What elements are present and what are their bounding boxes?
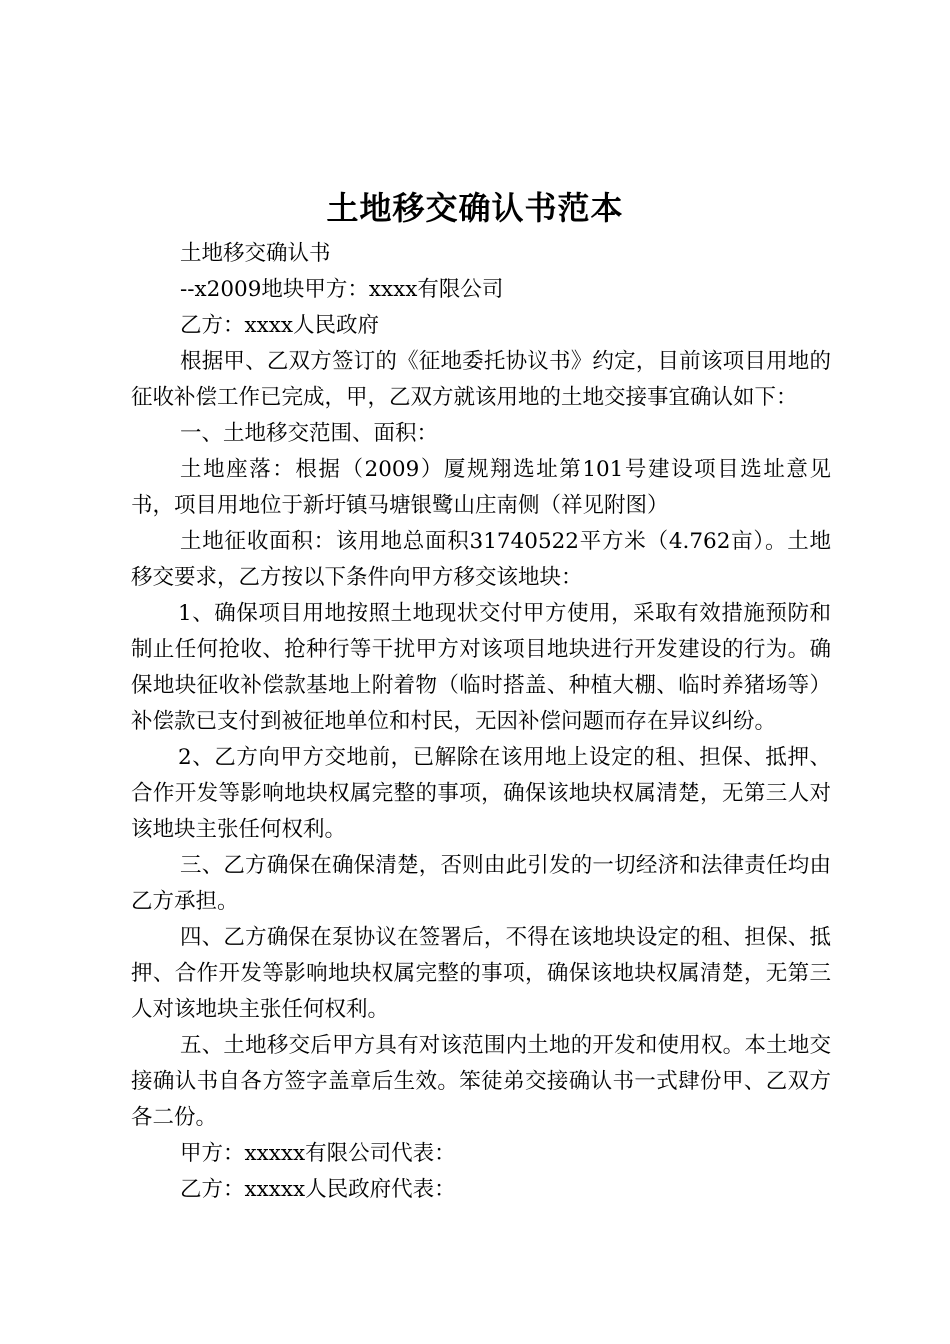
paragraph-section-3: 三、乙方确保在确保清楚，否则由此引发的一切经济和法律责任均由乙方承担。 xyxy=(131,853,831,914)
paragraph-item-1: 1、确保项目用地按照土地现状交付甲方使用，采取有效措施预防和制止任何抢收、抢种行等干扰甲方对该项目地块进行开发建设的行为。确保地块征收补偿款基地上附着物（临时搭盖、种植大棚、临时养猪场等）补偿款已支付到被征地单位和村民，无因补偿问题而存在异议纠纷。 xyxy=(131,601,831,734)
paragraph-signature-a: 甲方：xxxxx有限公司代表： xyxy=(180,1141,456,1166)
paragraph-party-b: 乙方：xxxx人民政府 xyxy=(180,313,380,338)
paragraph-section-5: 五、土地移交后甲方具有对该范围内土地的开发和使用权。本土地交接确认书自各方签字盖章后生效。笨徒弟交接确认书一式肆份甲、乙双方各二份。 xyxy=(131,1033,831,1130)
paragraph-land-location: 土地座落：根据（2009）厦规翔选址第101号建设项目选址意见书，项目用地位于新圩镇马塘银鹭山庄南侧（祥见附图） xyxy=(131,457,831,518)
paragraph-party-a: --x2009地块甲方：xxxx有限公司 xyxy=(180,277,504,302)
paragraph-land-area: 土地征收面积：该用地总面积31740522平方米（4.762亩）。土地移交要求，乙方按以下条件向甲方移交该地块： xyxy=(131,529,831,590)
paragraph-section-1: 一、土地移交范围、面积： xyxy=(180,421,439,446)
document-title: 土地移交确认书范本 xyxy=(326,189,624,227)
paragraph-signature-b: 乙方：xxxxx人民政府代表： xyxy=(180,1177,456,1202)
document-body xyxy=(131,236,831,1208)
paragraph-section-4: 四、乙方确保在泵协议在签署后，不得在该地块设定的租、担保、抵押、合作开发等影响地块权属完整的事项，确保该地块权属清楚，无第三人对该地块主张任何权利。 xyxy=(131,925,831,1022)
paragraph-heading: 土地移交确认书 xyxy=(180,241,331,266)
paragraph-item-2: 2、乙方向甲方交地前，已解除在该用地上设定的租、担保、抵押、合作开发等影响地块权属完整的事项，确保该地块权属清楚，无第三人对该地块主张任何权利。 xyxy=(131,745,831,842)
paragraph-intro: 根据甲、乙双方签订的《征地委托协议书》约定，目前该项目用地的征收补偿工作已完成，甲，乙双方就该用地的土地交接事宜确认如下： xyxy=(131,349,831,410)
